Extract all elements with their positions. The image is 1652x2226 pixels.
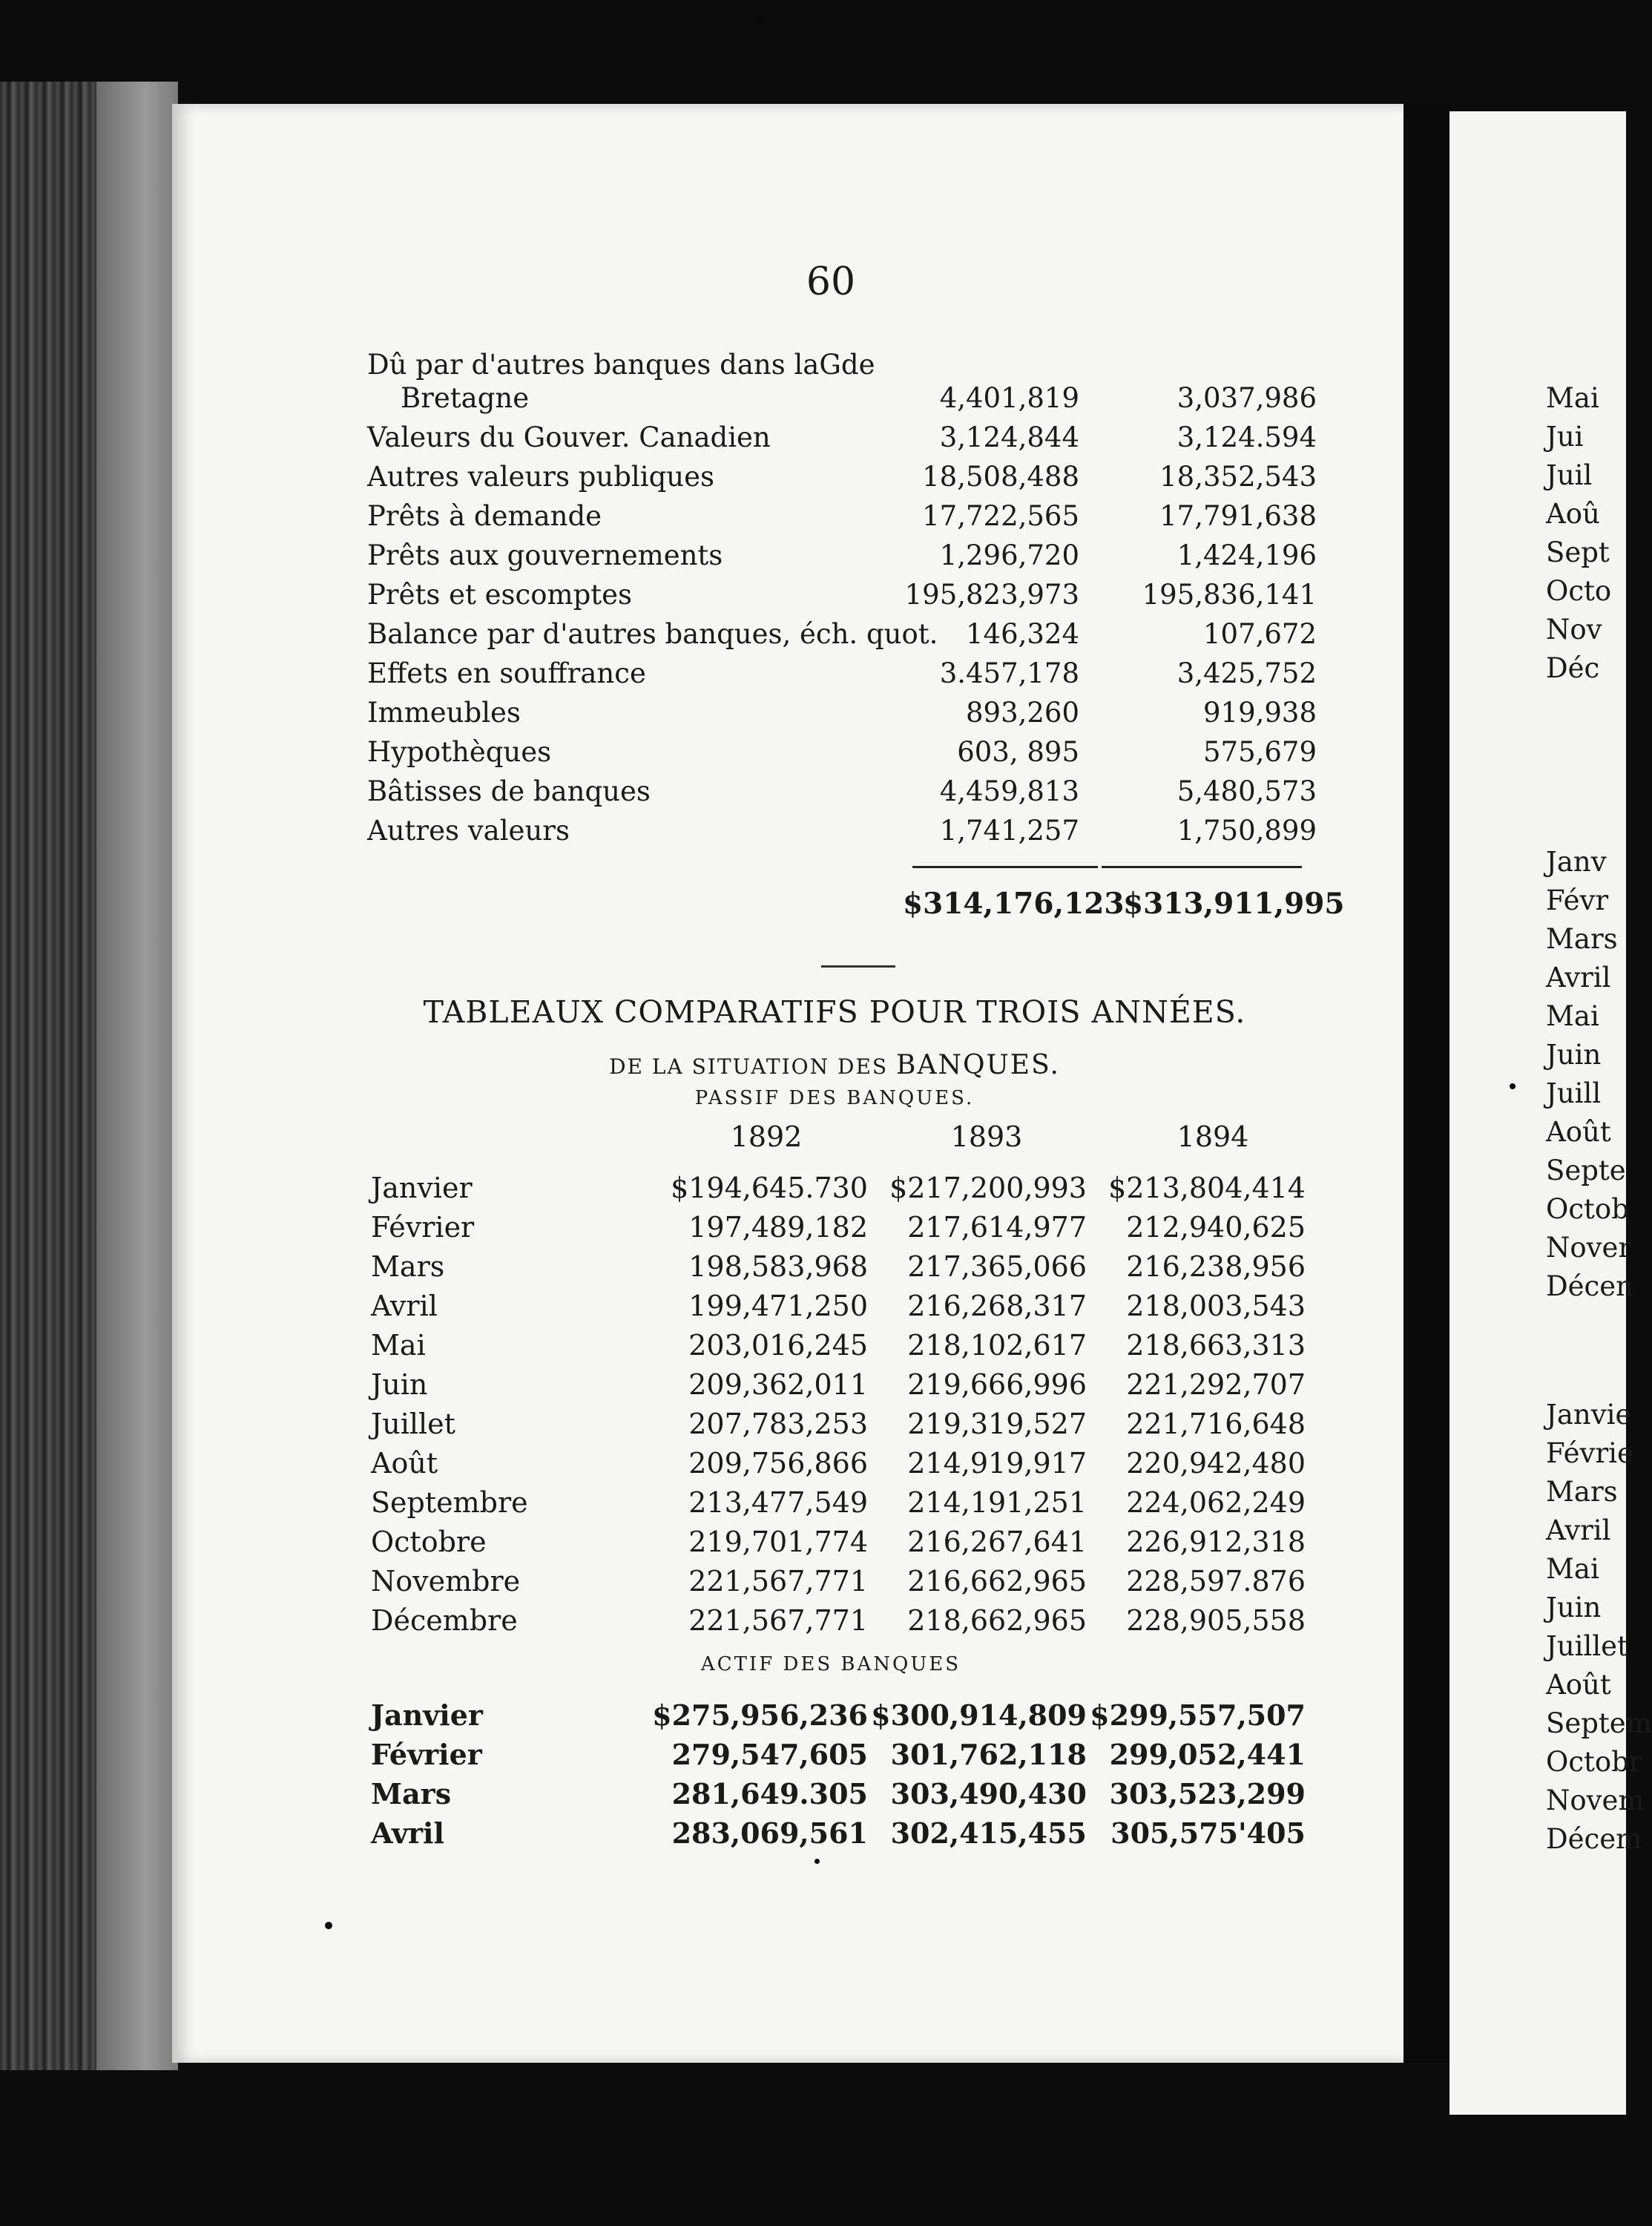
- value-1893: 214,919,917: [907, 1447, 1087, 1480]
- table-row: [371, 1601, 1320, 1641]
- facing-page-fragment: Août: [1546, 1669, 1611, 1701]
- value-1893: 219,666,996: [907, 1368, 1087, 1401]
- table-row: [371, 1695, 1320, 1735]
- ledger-value-2: 919,938: [1202, 697, 1317, 729]
- value-1893: $300,914,809: [871, 1698, 1087, 1732]
- facing-page-fragment: Juillet: [1546, 1630, 1628, 1662]
- total-rule-2: [1102, 866, 1302, 868]
- value-1892: 281,649.305: [671, 1777, 868, 1810]
- ledger-value-1: 4,401,819: [939, 382, 1079, 414]
- section-divider: [821, 965, 895, 968]
- facing-page-fragment: Septe: [1546, 1155, 1626, 1186]
- value-1894: 220,942,480: [1126, 1447, 1306, 1480]
- value-1894: 228,905,558: [1126, 1604, 1306, 1637]
- print-speck: [815, 1859, 820, 1864]
- table-row: [371, 1523, 1320, 1562]
- facing-page-fragment: Janvie: [1546, 1399, 1632, 1431]
- value-1893: 216,268,317: [907, 1290, 1087, 1322]
- ledger-value-2: 575,679: [1202, 736, 1317, 768]
- facing-page-fragment: Mars: [1546, 1476, 1618, 1508]
- month-label: Mars: [371, 1250, 445, 1283]
- month-label: Février: [371, 1738, 482, 1771]
- year-1892: 1892: [730, 1120, 803, 1153]
- ledger-value-1: 3,124,844: [939, 421, 1079, 453]
- ledger-value-1: 18,508,488: [922, 461, 1079, 493]
- ledger-label: Immeubles: [367, 697, 521, 729]
- ledger-label: Autres valeurs publiques: [367, 461, 714, 493]
- ledger-value-2: 3,425,752: [1177, 657, 1317, 689]
- value-1892: 219,701,774: [688, 1526, 868, 1558]
- value-1894: 226,912,318: [1126, 1526, 1306, 1558]
- month-label: Janvier: [371, 1698, 483, 1732]
- month-label: Février: [371, 1211, 475, 1244]
- value-1892: $275,956,236: [652, 1698, 868, 1732]
- table-row: [371, 1208, 1320, 1247]
- ledger-row: [367, 378, 1317, 418]
- value-1894: 224,062,249: [1126, 1486, 1306, 1519]
- facing-page-fragment: Aoû: [1546, 498, 1600, 530]
- value-1894: 299,052,441: [1109, 1738, 1306, 1771]
- value-1894: 221,716,648: [1126, 1408, 1306, 1440]
- year-1894: 1894: [1177, 1120, 1249, 1153]
- subtitle-text: DE LA SITUATION DES: [609, 1054, 896, 1079]
- value-1893: 218,662,965: [907, 1604, 1087, 1637]
- ledger-value-1: 17,722,565: [922, 500, 1079, 532]
- facing-page-fragment: Avril: [1546, 1514, 1611, 1546]
- value-1894: 305,575'405: [1110, 1816, 1306, 1850]
- value-1892: 207,783,253: [688, 1408, 868, 1440]
- table-row: [371, 1735, 1320, 1774]
- liabilities-table: [371, 1169, 1320, 1641]
- book-gutter: [1403, 104, 1449, 2063]
- month-label: Décembre: [371, 1604, 518, 1637]
- facing-page-fragment: Jui: [1546, 421, 1584, 453]
- value-1892: 221,567,771: [688, 1565, 868, 1598]
- value-1894: 212,940,625: [1126, 1211, 1306, 1244]
- value-1893: 303,490,430: [890, 1777, 1087, 1810]
- facing-page-fragment: Décen: [1546, 1270, 1634, 1302]
- facing-page-fragment: Févrie: [1546, 1437, 1633, 1469]
- ledger-row: [367, 536, 1317, 575]
- ledger-label: Dû par d'autres banques dans laGde: [367, 349, 875, 381]
- value-1893: 214,191,251: [907, 1486, 1087, 1519]
- table-row: [371, 1169, 1320, 1208]
- subtitle-banks: BANQUES.: [896, 1050, 1060, 1080]
- value-1892: 197,489,182: [688, 1211, 868, 1244]
- facing-page-fragment: Juill: [1546, 1077, 1602, 1109]
- month-label: Octobre: [371, 1526, 487, 1558]
- value-1892: 279,547,605: [671, 1738, 868, 1771]
- value-1894: $299,557,507: [1090, 1698, 1306, 1732]
- facing-page-fragment: Octobr: [1546, 1746, 1642, 1778]
- ledger-value-2: 3,037,986: [1177, 382, 1317, 414]
- table-row: [371, 1247, 1320, 1287]
- value-1894: 216,238,956: [1126, 1250, 1306, 1283]
- month-label: Novembre: [371, 1565, 521, 1598]
- value-1893: 301,762,118: [890, 1738, 1087, 1771]
- table-row: [371, 1483, 1320, 1523]
- value-1894: 221,292,707: [1126, 1368, 1306, 1401]
- ledger-label: Prêts à demande: [367, 500, 602, 532]
- value-1893: 219,319,527: [907, 1408, 1087, 1440]
- facing-page-fragment: Sept: [1546, 536, 1610, 568]
- table-row: [371, 1405, 1320, 1444]
- ledger-value-2: 5,480,573: [1177, 775, 1317, 807]
- value-1894: 303,523,299: [1109, 1777, 1306, 1810]
- value-1894: 228,597.876: [1126, 1565, 1306, 1598]
- ledger-value-1: 1,741,257: [939, 815, 1079, 847]
- ledger-total-1: $314,176,123: [903, 887, 1125, 921]
- facing-page-fragment: Févr: [1546, 884, 1609, 916]
- ledger-label: Effets en souffrance: [367, 657, 646, 689]
- month-label: Juillet: [371, 1408, 455, 1440]
- table-row: [371, 1326, 1320, 1365]
- ledger-value-2: 107,672: [1202, 618, 1317, 650]
- value-1892: 203,016,245: [688, 1329, 868, 1362]
- ledger-label: Balance par d'autres banques, éch. quot.: [367, 618, 938, 650]
- facing-page-fragment: Juin: [1546, 1039, 1602, 1071]
- facing-page-fragment: Octo: [1546, 575, 1612, 607]
- ledger-value-2: 3,124.594: [1177, 421, 1317, 453]
- facing-page-fragment: Mai: [1546, 1000, 1599, 1032]
- table-row: [371, 1444, 1320, 1483]
- value-1892: 199,471,250: [688, 1290, 868, 1322]
- facing-page-fragment: Juil: [1546, 459, 1593, 491]
- print-speck: [325, 1922, 332, 1929]
- value-1893: $217,200,993: [889, 1172, 1087, 1204]
- ledger-row: [367, 349, 1317, 381]
- ledger-label: Valeurs du Gouver. Canadien: [367, 421, 771, 453]
- total-rule-1: [912, 866, 1098, 868]
- ledger-value-2: 1,750,899: [1177, 815, 1317, 847]
- ledger-row: [367, 575, 1317, 614]
- value-1892: 209,362,011: [688, 1368, 868, 1401]
- month-label: Mai: [371, 1329, 426, 1362]
- ledger-row: [367, 614, 1317, 654]
- month-label: Avril: [371, 1816, 444, 1850]
- book-page-stack: [96, 82, 178, 2070]
- table-row: [371, 1813, 1320, 1853]
- ledger-row: [367, 732, 1317, 772]
- facing-page-fragment: Mars: [1546, 923, 1618, 955]
- assets-table: [371, 1695, 1320, 1853]
- facing-page-fragment: Octob: [1546, 1193, 1629, 1225]
- ledger-label: Autres valeurs: [367, 815, 570, 847]
- assets-ledger: [367, 349, 1317, 850]
- ledger-row: [367, 418, 1317, 457]
- facing-page-fragment: Mai: [1546, 1553, 1599, 1585]
- table-row: [371, 1287, 1320, 1326]
- value-1893: 302,415,455: [890, 1816, 1087, 1850]
- value-1893: 216,267,641: [907, 1526, 1087, 1558]
- facing-page-fragment: Déc: [1546, 652, 1600, 684]
- month-label: Août: [371, 1447, 438, 1480]
- ledger-value-2: 1,424,196: [1177, 539, 1317, 571]
- page-number: 60: [806, 260, 856, 304]
- facing-page-fragment: Janv: [1546, 846, 1607, 878]
- comparative-title: TABLEAUX COMPARATIFS POUR TROIS ANNÉES.: [423, 994, 1246, 1030]
- ledger-label: Bâtisses de banques: [367, 775, 651, 807]
- value-1893: 217,614,977: [907, 1211, 1087, 1244]
- facing-page-fragment: Mai: [1546, 382, 1599, 414]
- ledger-value-1: 146,324: [965, 618, 1079, 650]
- comparative-subtitle: [415, 1050, 1254, 1080]
- ledger-value-2: 17,791,638: [1159, 500, 1317, 532]
- ledger-row: [367, 693, 1317, 732]
- ledger-total-2: $313,911,995: [1123, 887, 1345, 921]
- facing-page: [1449, 111, 1652, 2115]
- month-label: Janvier: [371, 1172, 473, 1204]
- month-label: Mars: [371, 1777, 452, 1810]
- ledger-label: Hypothèques: [367, 736, 552, 768]
- table-row: [371, 1365, 1320, 1405]
- value-1892: 198,583,968: [688, 1250, 868, 1283]
- print-speck: [1510, 1083, 1516, 1089]
- ledger-value-1: 195,823,973: [904, 579, 1079, 611]
- facing-page-fragment: Juin: [1546, 1592, 1602, 1623]
- ledger-label: Bretagne: [401, 382, 530, 414]
- ledger-value-1: 4,459,813: [939, 775, 1079, 807]
- print-speck: [757, 15, 764, 22]
- facing-page-fragment: Août: [1546, 1116, 1611, 1148]
- facing-page-fragment: Nover: [1546, 1232, 1632, 1264]
- ledger-value-2: 18,352,543: [1159, 461, 1317, 493]
- value-1892: $194,645.730: [671, 1172, 868, 1204]
- year-1893: 1893: [950, 1120, 1023, 1153]
- month-label: Juin: [371, 1368, 428, 1401]
- facing-page-fragment: Décem: [1546, 1823, 1642, 1855]
- value-1894: 218,663,313: [1126, 1329, 1306, 1362]
- value-1892: 283,069,561: [671, 1816, 868, 1850]
- value-1893: 218,102,617: [907, 1329, 1087, 1362]
- facing-page-fragment: Septem: [1546, 1707, 1652, 1739]
- value-1892: 221,567,771: [688, 1604, 868, 1637]
- ledger-row: [367, 457, 1317, 496]
- value-1894: 218,003,543: [1126, 1290, 1306, 1322]
- facing-page-fragment: Avril: [1546, 962, 1611, 994]
- assets-heading: ACTIF DES BANQUES: [700, 1653, 961, 1675]
- table-row: [371, 1562, 1320, 1601]
- month-label: Septembre: [371, 1486, 528, 1519]
- value-1892: 209,756,866: [688, 1447, 868, 1480]
- ledger-label: Prêts aux gouvernements: [367, 539, 723, 571]
- table-row: [371, 1774, 1320, 1813]
- ledger-label: Prêts et escomptes: [367, 579, 633, 611]
- value-1892: 213,477,549: [688, 1486, 868, 1519]
- ledger-row: [367, 811, 1317, 850]
- ledger-row: [367, 654, 1317, 693]
- ledger-row: [367, 496, 1317, 536]
- ledger-value-1: 3.457,178: [939, 657, 1079, 689]
- value-1893: 216,662,965: [907, 1565, 1087, 1598]
- ledger-value-2: 195,836,141: [1142, 579, 1317, 611]
- month-label: Avril: [371, 1290, 438, 1322]
- ledger-row: [367, 772, 1317, 811]
- facing-page-fragment: Nov: [1546, 614, 1602, 646]
- ledger-value-1: 1,296,720: [939, 539, 1079, 571]
- value-1893: 217,365,066: [907, 1250, 1087, 1283]
- value-1894: $213,804,414: [1108, 1172, 1306, 1204]
- facing-page-fragment: Novem: [1546, 1785, 1645, 1816]
- ledger-value-1: 893,260: [965, 697, 1079, 729]
- liabilities-heading: PASSIF DES BANQUES.: [694, 1087, 975, 1109]
- ledger-value-1: 603, 895: [957, 736, 1079, 768]
